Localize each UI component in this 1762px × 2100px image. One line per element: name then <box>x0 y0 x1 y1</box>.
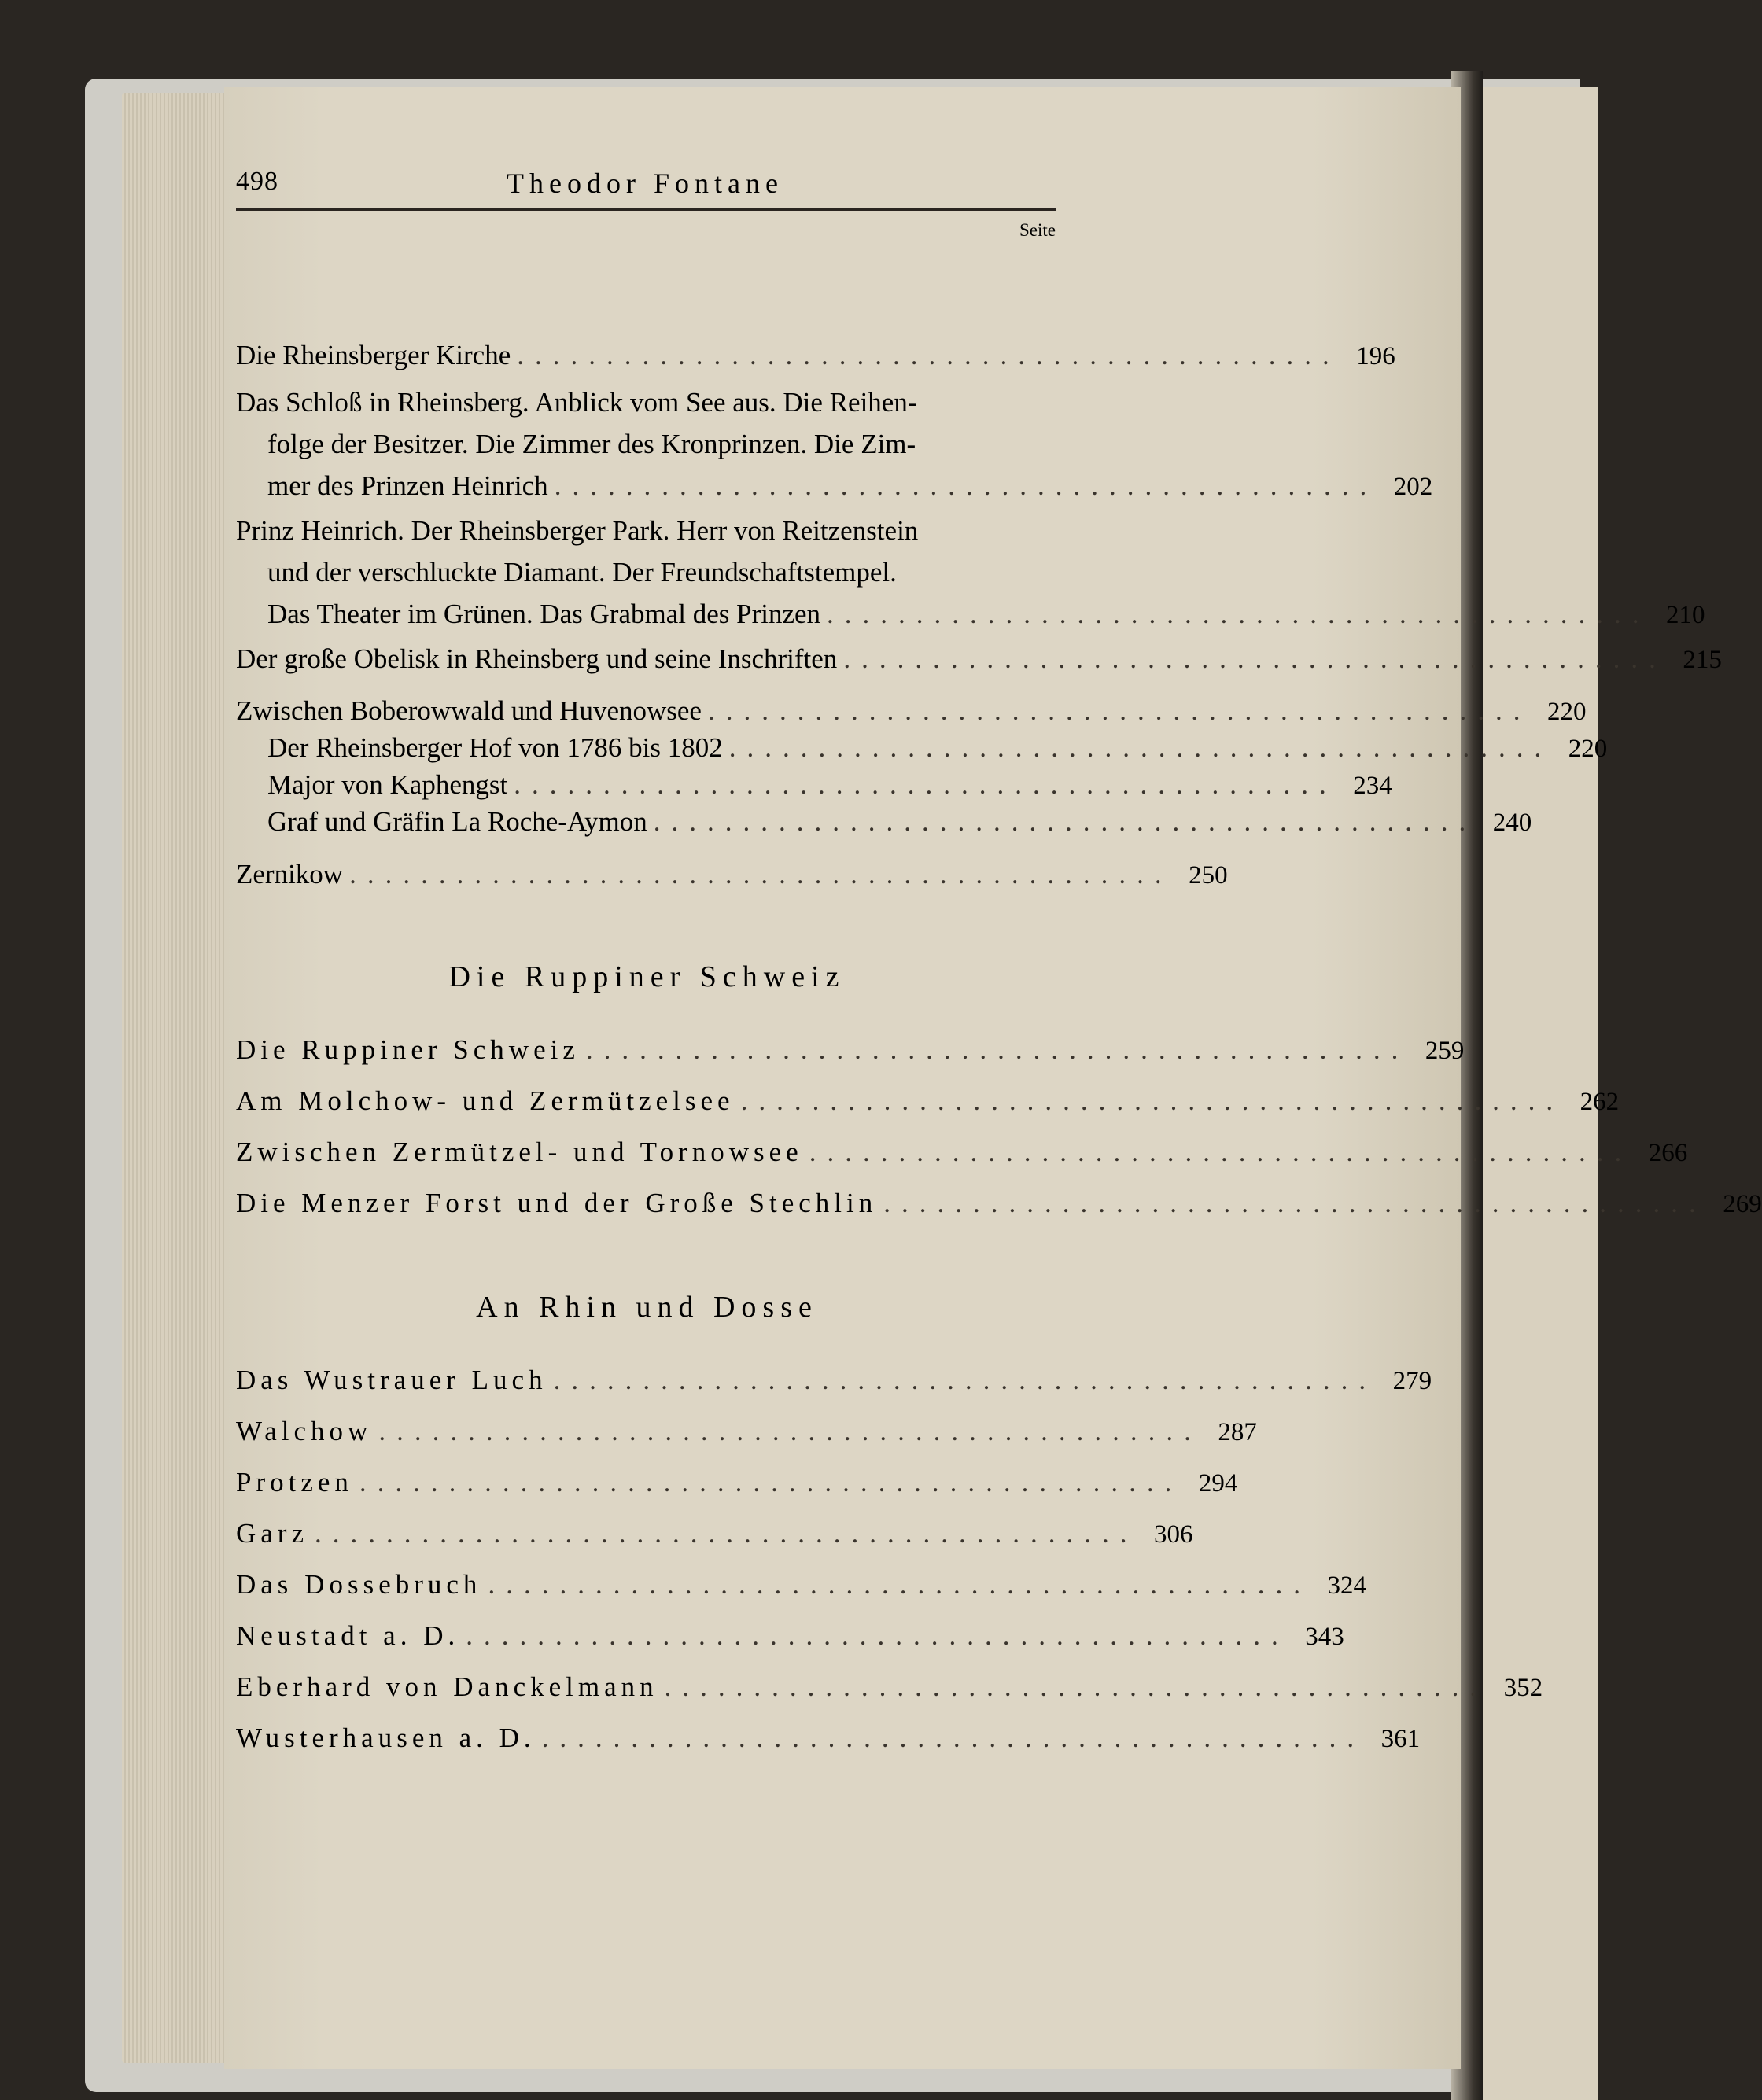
leader-dots: .............................................. <box>514 769 1337 800</box>
toc-entry <box>236 1564 1366 1605</box>
entry-page: 266 <box>1648 1139 1688 1167</box>
entry-title-line: Prinz Heinrich. Der Rheinsberger Park. Herr von Reitzenstein <box>236 515 919 546</box>
toc-entry <box>236 381 1433 507</box>
entry-page: 306 <box>1154 1520 1193 1549</box>
entry-title: Die Menzer Forst und der Große Stechlin <box>236 1188 878 1218</box>
entry-page: 202 <box>1393 473 1433 501</box>
running-header <box>236 167 1054 206</box>
leader-dots: .............................................. <box>488 1569 1311 1600</box>
leader-dots: .............................................. <box>349 859 1173 890</box>
entry-title: Der Rheinsberger Hof von 1786 bis 1802 <box>267 732 723 763</box>
entry-title: Die Rheinsberger Kirche <box>236 340 511 370</box>
leader-dots: .............................................. <box>728 732 1553 763</box>
running-title: Theodor Fontane <box>507 168 783 199</box>
entry-title: Neustadt a. D. <box>236 1620 460 1651</box>
entry-page: 210 <box>1666 601 1705 629</box>
entry-page: 220 <box>1568 735 1608 763</box>
page-column-label: Seite <box>1019 220 1056 240</box>
leader-dots: .............................................. <box>553 1365 1377 1395</box>
entry-title: Garz <box>236 1518 309 1549</box>
leader-dots: .............................................. <box>664 1671 1488 1702</box>
entry-page: 234 <box>1353 772 1392 800</box>
toc-subentry <box>236 727 1608 768</box>
entry-title: Der große Obelisk in Rheinsberg und seine Inschriften <box>236 643 838 674</box>
toc-entry <box>236 510 1705 635</box>
entry-page: 352 <box>1503 1674 1543 1702</box>
entry-page: 287 <box>1218 1418 1257 1446</box>
leader-dots: .............................................. <box>809 1137 1633 1167</box>
entry-page: 361 <box>1380 1725 1421 1753</box>
entry-title: Das Wustrauer Luch <box>236 1365 547 1395</box>
entry-title: Wusterhausen a. D. <box>236 1722 536 1753</box>
entry-title: Zwischen Zermützel- und Tornowsee <box>236 1137 803 1167</box>
toc-entry <box>236 690 1587 731</box>
page-edges <box>122 93 232 2063</box>
entry-page: 279 <box>1392 1367 1432 1395</box>
leader-dots: .............................................. <box>541 1722 1366 1753</box>
leader-dots: .............................................. <box>378 1416 1202 1446</box>
entry-title: Graf und Gräfin La Roche-Aymon <box>267 806 647 837</box>
toc-entry <box>236 1461 1238 1503</box>
toc-entry <box>236 638 1722 680</box>
entry-page: 343 <box>1305 1623 1344 1651</box>
entry-title-line: folge der Besitzer. Die Zimmer des Kronprinzen. Die Zim- <box>267 429 916 459</box>
toc-entry <box>236 1512 1193 1554</box>
entry-title: Zernikow <box>236 859 344 890</box>
entry-title-line: und der verschluckte Diamant. Der Freundschaftstempel. <box>267 557 897 588</box>
leader-dots: .............................................. <box>653 806 1477 837</box>
toc-entry <box>236 1182 1762 1224</box>
header-rule <box>236 208 1056 211</box>
entry-title: Eberhard von Danckelmann <box>236 1671 658 1702</box>
toc-entry <box>236 1080 1620 1122</box>
entry-page: 269 <box>1723 1190 1762 1218</box>
leader-dots: .............................................. <box>466 1620 1289 1651</box>
entry-title: Am Molchow- und Zermützelsee <box>236 1085 735 1116</box>
entry-page: 220 <box>1546 698 1587 726</box>
leader-dots: .............................................. <box>843 643 1667 674</box>
entry-title: Walchow <box>236 1416 373 1446</box>
leader-dots: .............................................. <box>883 1188 1707 1218</box>
entry-page: 324 <box>1327 1571 1366 1600</box>
leader-dots: .............................................. <box>554 470 1378 501</box>
entry-title: Major von Kaphengst <box>267 769 508 800</box>
page-number: 498 <box>236 167 278 196</box>
entry-title-line: Das Schloß in Rheinsberg. Anblick vom See aus. Die Reihen- <box>236 387 917 418</box>
toc-entry <box>236 853 1228 895</box>
toc-entry <box>236 334 1395 376</box>
leader-dots: .............................................. <box>740 1085 1565 1116</box>
entry-page: 240 <box>1492 809 1532 837</box>
leader-dots: .............................................. <box>585 1034 1410 1065</box>
toc-subentry <box>236 764 1392 805</box>
toc-entry <box>236 1359 1432 1401</box>
entry-title-line: Das Theater im Grünen. Das Grabmal des Prinzen <box>267 599 821 629</box>
toc-entry <box>236 1410 1257 1452</box>
entry-page: 262 <box>1580 1088 1620 1116</box>
leader-dots: .............................................. <box>315 1518 1138 1549</box>
entry-title: Zwischen Boberowwald und Huvenowsee <box>236 695 702 726</box>
entry-title: Die Ruppiner Schweiz <box>236 1034 580 1065</box>
toc-entry <box>236 1717 1421 1759</box>
entry-title: Protzen <box>236 1467 353 1498</box>
entry-page: 196 <box>1356 342 1395 370</box>
toc-entry <box>236 1131 1688 1173</box>
entry-page: 259 <box>1425 1037 1465 1065</box>
toc-subentry <box>236 801 1532 842</box>
entry-title: Das Dossebruch <box>236 1569 482 1600</box>
toc-entry <box>236 1029 1465 1070</box>
entry-page: 250 <box>1189 861 1228 890</box>
entry-title-line: mer des Prinzen Heinrich <box>267 470 548 501</box>
leader-dots: .............................................. <box>359 1467 1183 1498</box>
leader-dots: .............................................. <box>517 340 1340 370</box>
entry-page: 294 <box>1198 1469 1238 1498</box>
toc-entry <box>236 1615 1344 1656</box>
toc-entry <box>236 1666 1543 1708</box>
entry-page: 215 <box>1683 646 1722 674</box>
leader-dots: .............................................. <box>827 599 1650 629</box>
section-heading: Die Ruppiner Schweiz <box>448 960 846 993</box>
section-heading: An Rhin und Dosse <box>476 1291 818 1324</box>
leader-dots: .............................................. <box>707 695 1532 726</box>
